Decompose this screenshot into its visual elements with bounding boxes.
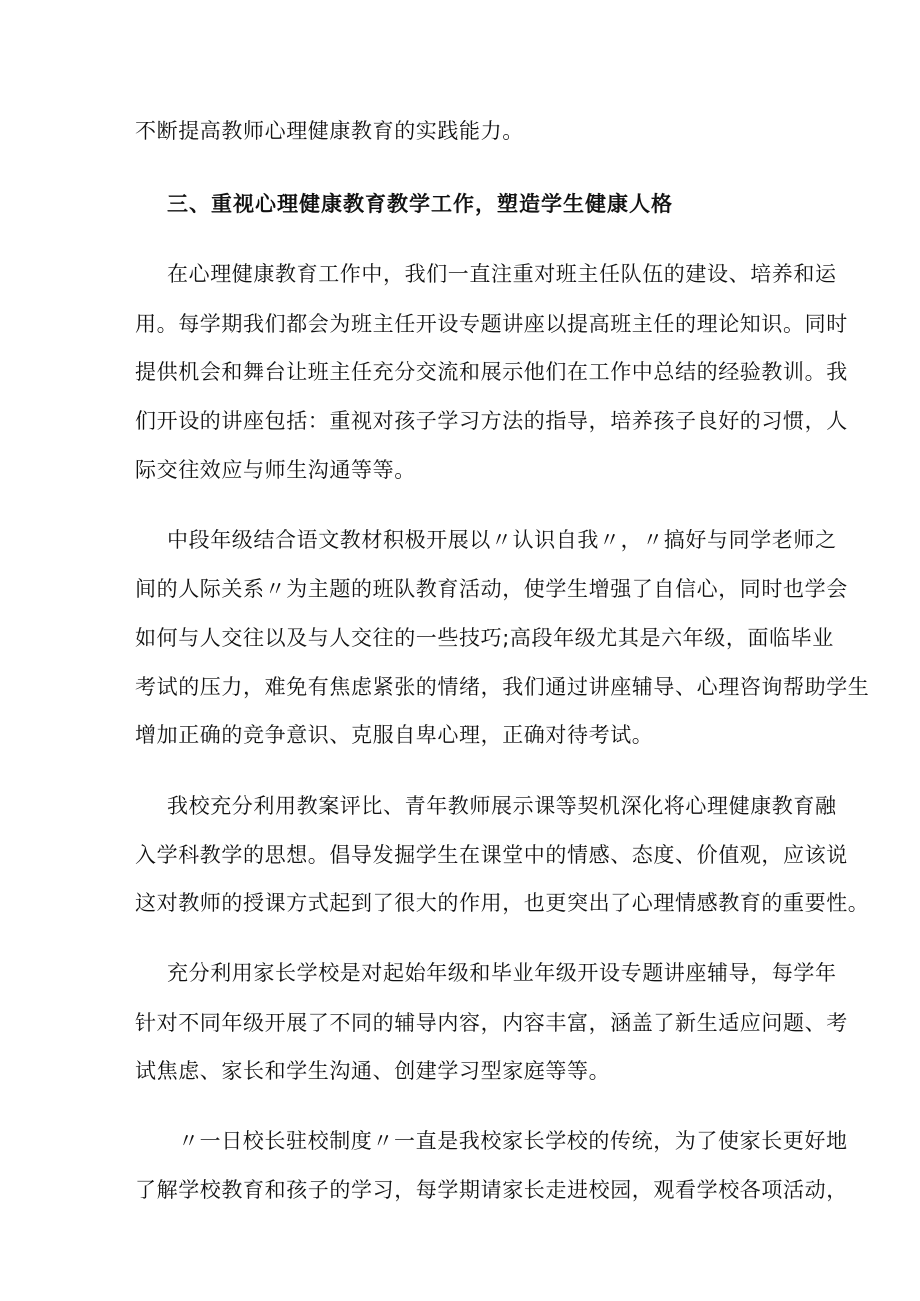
paragraph-line: 用。每学期我们都会为班主任开设专题讲座以提高班主任的理论知识。同时 (135, 312, 848, 336)
intro-continuation-line: 不断提高教师心理健康教育的实践能力。 (135, 119, 524, 143)
paragraph-line: 了解学校教育和孩子的学习，每学期请家长走进校园，观看学校各项活动， (135, 1178, 848, 1202)
paragraph-line: 〃一日校长驻校制度〃一直是我校家长学校的传统，为了使家长更好地 (178, 1129, 848, 1153)
paragraph-line: 们开设的讲座包括：重视对孩子学习方法的指导，培养孩子良好的习惯，人 (135, 409, 848, 433)
paragraph-line: 际交往效应与师生沟通等等。 (135, 458, 416, 482)
paragraph-line: 如何与人交往以及与人交往的一些技巧;高段年级尤其是六年级，面临毕业 (135, 626, 834, 650)
paragraph-line: 这对教师的授课方式起到了很大的作用，也更突出了心理情感教育的重要性。 (135, 891, 870, 915)
paragraph-line: 考试的压力，难免有焦虑紧张的情绪，我们通过讲座辅导、心理咨询帮助学生 (135, 675, 870, 699)
paragraph-line: 间的人际关系〃为主题的班队教育活动，使学生增强了自信心，同时也学会 (135, 577, 848, 601)
section-heading: 三、重视心理健康教育教学工作，塑造学生健康人格 (167, 192, 673, 216)
paragraph-line: 针对不同年级开展了不同的辅导内容，内容丰富，涵盖了新生适应问题、考 (135, 1011, 848, 1035)
paragraph-line: 入学科教学的思想。倡导发掘学生在课堂中的情感、态度、价值观，应该说 (135, 843, 848, 867)
paragraph-line: 试焦虑、家长和学生沟通、创建学习型家庭等等。 (135, 1059, 611, 1083)
paragraph-line: 充分利用家长学校是对起始年级和毕业年级开设专题讲座辅导，每学年 (167, 961, 837, 985)
paragraph-line: 增加正确的竞争意识、克服自卑心理，正确对待考试。 (135, 723, 654, 747)
paragraph-line: 提供机会和舞台让班主任充分交流和展示他们在工作中总结的经验教训。我 (135, 360, 848, 384)
paragraph-line: 我校充分利用教案评比、青年教师展示课等契机深化将心理健康教育融 (167, 794, 837, 818)
paragraph-line: 中段年级结合语文教材积极开展以〃认识自我〃，〃搞好与同学老师之 (167, 528, 837, 552)
paragraph-line: 在心理健康教育工作中，我们一直注重对班主任队伍的建设、培养和运 (167, 262, 837, 286)
